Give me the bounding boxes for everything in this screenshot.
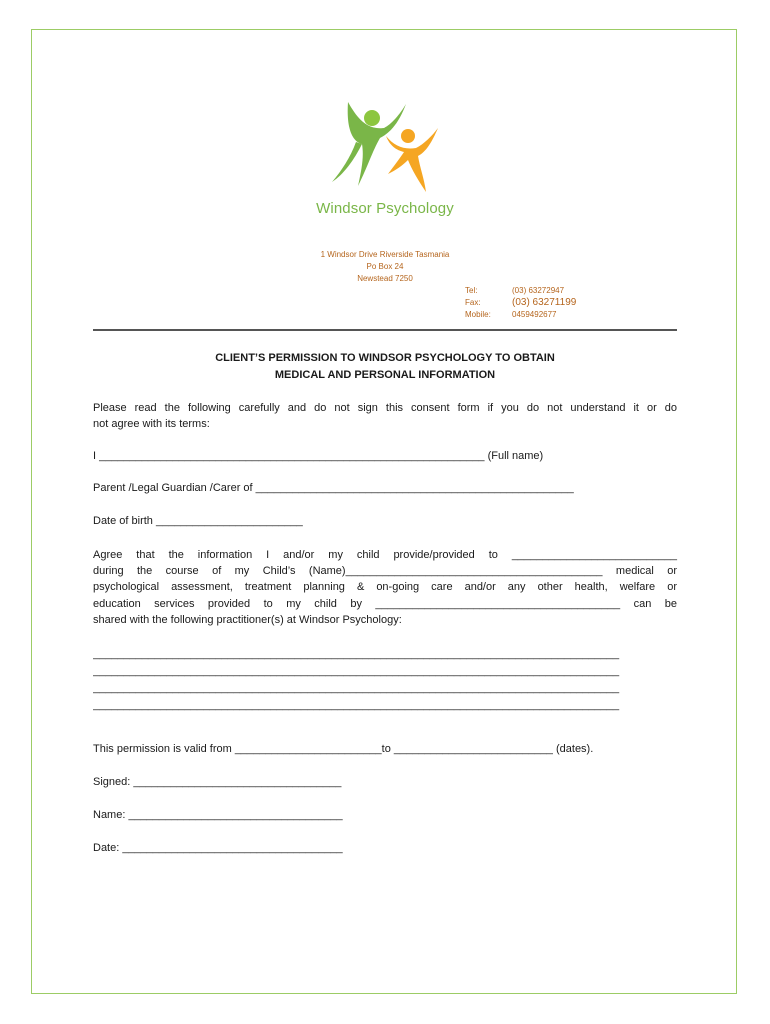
full-name-field[interactable]: I _______________________________________________________________ (Full name): [93, 450, 544, 462]
practitioner-line[interactable]: ______________________________________________________________________________________: [93, 682, 620, 694]
signed-field[interactable]: Signed: __________________________________: [93, 776, 342, 788]
fax-value: (03) 63271199: [512, 297, 577, 308]
fax-label: Fax:: [465, 298, 481, 307]
contact-fax: [465, 297, 576, 308]
contact-mobile: [465, 310, 557, 319]
guardian-field[interactable]: Parent /Legal Guardian /Carer of ____________________________________________________: [93, 482, 574, 494]
header-divider: [93, 329, 677, 331]
validity-dates-field[interactable]: This permission is valid from ________________________to __________________________ (dates).: [93, 743, 594, 755]
agree-line-4[interactable]: education services provided to my child by ________________________________________ can be: [93, 598, 677, 610]
intro-line-2: not agree with its terms:: [93, 418, 210, 430]
mobile-value: 0459492677: [512, 310, 557, 319]
form-title-line-2: MEDICAL AND PERSONAL INFORMATION: [274, 369, 496, 381]
brand-name: Windsor Psychology: [316, 200, 454, 217]
date-of-birth-field[interactable]: Date of birth ________________________: [93, 515, 303, 527]
tel-label: Tel:: [465, 286, 478, 295]
address-line-3: Newstead 7250: [357, 274, 413, 283]
contact-tel: [465, 286, 564, 295]
name-field[interactable]: Name: ___________________________________: [93, 809, 343, 821]
agree-line-2[interactable]: during the course of my Child’s (Name)__________________________________________ medical or: [93, 565, 677, 577]
address-line-1: 1 Windsor Drive Riverside Tasmania: [320, 250, 450, 259]
practitioner-line[interactable]: ______________________________________________________________________________________: [93, 699, 620, 711]
form-title-line-1: CLIENT’S PERMISSION TO WINDSOR PSYCHOLOGY TO OBTAIN: [215, 352, 555, 364]
practitioner-line[interactable]: ______________________________________________________________________________________: [93, 665, 620, 677]
mobile-label: Mobile:: [465, 310, 491, 319]
intro-line-1: Please read the following carefully and do not sign this consent form if you do not understand it or do: [93, 402, 677, 414]
agree-line-1[interactable]: Agree that the information I and/or my child provide/provided to ___________________________: [93, 549, 677, 561]
windsor-psychology-logo: [300, 96, 470, 226]
agree-line-3: psychological assessment, treatment planning & on-going care and/or any other health, welfare or: [93, 581, 677, 593]
practitioner-line[interactable]: ______________________________________________________________________________________: [93, 648, 620, 660]
people-logo-icon: [328, 96, 443, 196]
agree-line-5: shared with the following practitioner(s) at Windsor Psychology:: [93, 614, 402, 626]
date-field[interactable]: Date: ____________________________________: [93, 842, 343, 854]
address-line-2: Po Box 24: [366, 262, 404, 271]
tel-value: (03) 63272947: [512, 286, 565, 295]
